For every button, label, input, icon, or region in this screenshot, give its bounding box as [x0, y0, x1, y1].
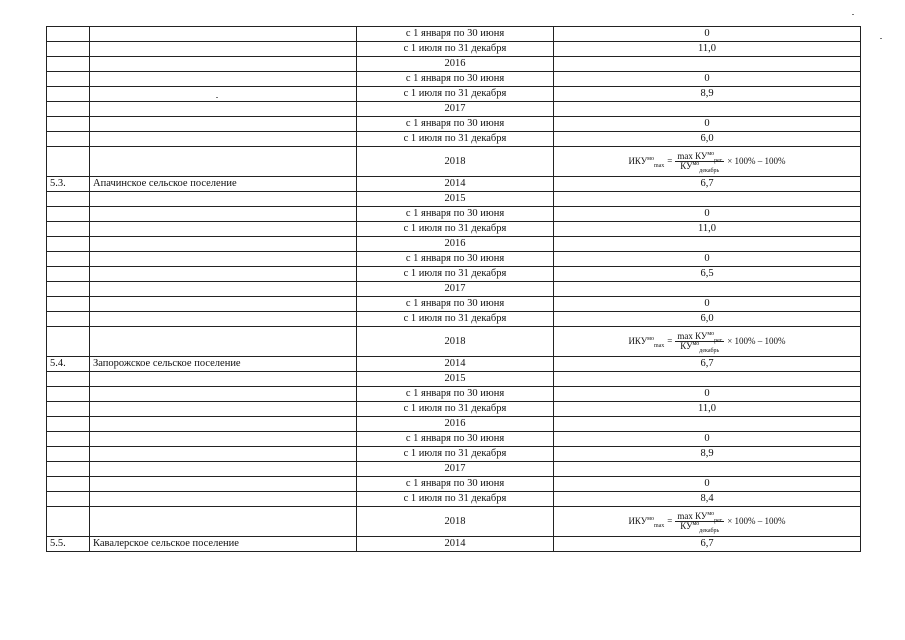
table-row: [47, 87, 861, 102]
formula-tail: × 100% – 100%: [727, 516, 786, 526]
table-row: [47, 42, 861, 57]
row-number-cell: [47, 147, 90, 177]
formula: $ИКУ^{мо}_{max}$ = $\frac{\max КУ^{мо}_{рег}}{КУ^{мо}_{декабрь}}$ × 100% – 100%: [628, 151, 786, 174]
settlement-name-cell: [90, 492, 357, 507]
table-row: [47, 402, 861, 417]
settlement-name-cell: [90, 57, 357, 72]
formula-fraction: $\frac{\max КУ^{мо}_{рег}}{КУ^{мо}_{декабрь}}$: [677, 331, 723, 354]
scan-speck: [880, 38, 882, 39]
settlement-name-cell: [90, 147, 357, 177]
formula: $ИКУ^{мо}_{max}$ = $\frac{\max КУ^{мо}_{рег}}{КУ^{мо}_{декабрь}}$ × 100% – 100%: [628, 331, 786, 354]
table-row: [47, 387, 861, 402]
row-number-cell: [47, 297, 90, 312]
value-cell: 8,9: [554, 447, 861, 462]
settlement-name-cell: [90, 192, 357, 207]
period-cell: с 1 июля по 31 декабря: [357, 267, 554, 282]
table-row: [47, 27, 861, 42]
period-cell: с 1 июля по 31 декабря: [357, 402, 554, 417]
value-cell: [554, 507, 861, 537]
value-cell: [554, 327, 861, 357]
table-row: [47, 507, 861, 537]
row-number-cell: [47, 87, 90, 102]
row-number-cell: [47, 207, 90, 222]
table-row: [47, 537, 861, 552]
tariff-table: [46, 26, 861, 552]
table-row: [47, 297, 861, 312]
period-cell: 2014: [357, 177, 554, 192]
period-cell: 2016: [357, 417, 554, 432]
table-row: [47, 372, 861, 387]
period-cell: 2016: [357, 57, 554, 72]
settlement-name-cell: [90, 267, 357, 282]
period-cell: с 1 июля по 31 декабря: [357, 42, 554, 57]
row-number-cell: [47, 387, 90, 402]
period-cell: 2015: [357, 192, 554, 207]
value-cell: 0: [554, 387, 861, 402]
value-cell: 0: [554, 27, 861, 42]
row-number-cell: [47, 72, 90, 87]
value-cell: 0: [554, 117, 861, 132]
formula-lhs: $ИКУ^{мо}_{max}$: [628, 336, 665, 349]
row-number-cell: [47, 432, 90, 447]
value-cell: 11,0: [554, 42, 861, 57]
value-cell: 0: [554, 207, 861, 222]
row-number-cell: [47, 492, 90, 507]
settlement-name-cell: [90, 402, 357, 417]
period-cell: с 1 января по 30 июня: [357, 27, 554, 42]
row-number-cell: [47, 237, 90, 252]
period-cell: 2014: [357, 537, 554, 552]
settlement-name-cell: [90, 462, 357, 477]
period-cell: 2017: [357, 102, 554, 117]
table-row: [47, 57, 861, 72]
settlement-name-cell: [90, 507, 357, 537]
value-cell: 6,7: [554, 177, 861, 192]
settlement-name-cell: [90, 417, 357, 432]
period-cell: с 1 июля по 31 декабря: [357, 492, 554, 507]
period-cell: с 1 января по 30 июня: [357, 117, 554, 132]
period-cell: 2018: [357, 327, 554, 357]
row-number-cell: [47, 372, 90, 387]
period-cell: с 1 июля по 31 декабря: [357, 87, 554, 102]
row-number-cell: 5.4.: [47, 357, 90, 372]
table-row: [47, 72, 861, 87]
settlement-name-cell: [90, 237, 357, 252]
period-cell: с 1 января по 30 июня: [357, 432, 554, 447]
settlement-name-cell: [90, 327, 357, 357]
formula-fraction: $\frac{\max КУ^{мо}_{рег}}{КУ^{мо}_{декабрь}}$: [677, 151, 723, 174]
table-row: [47, 492, 861, 507]
formula-lhs: $ИКУ^{мо}_{max}$: [628, 516, 665, 529]
row-number-cell: [47, 477, 90, 492]
table-row: [47, 432, 861, 447]
period-cell: с 1 июля по 31 декабря: [357, 132, 554, 147]
table-row: [47, 417, 861, 432]
table-row: [47, 252, 861, 267]
value-cell: [554, 192, 861, 207]
settlement-name-cell: [90, 87, 357, 102]
table-row: [47, 312, 861, 327]
settlement-name-cell: [90, 447, 357, 462]
table-row: [47, 357, 861, 372]
table-row: [47, 267, 861, 282]
table-row: [47, 327, 861, 357]
row-number-cell: [47, 57, 90, 72]
settlement-name-cell: [90, 477, 357, 492]
settlement-name-cell: [90, 372, 357, 387]
value-cell: 6,7: [554, 537, 861, 552]
formula-tail: × 100% – 100%: [727, 336, 786, 346]
period-cell: 2018: [357, 507, 554, 537]
period-cell: 2018: [357, 147, 554, 177]
period-cell: 2017: [357, 462, 554, 477]
value-cell: [554, 462, 861, 477]
table-row: [47, 117, 861, 132]
table-row: [47, 237, 861, 252]
row-number-cell: [47, 27, 90, 42]
row-number-cell: [47, 117, 90, 132]
row-number-cell: [47, 282, 90, 297]
settlement-name-cell: [90, 102, 357, 117]
row-number-cell: [47, 447, 90, 462]
value-cell: 0: [554, 297, 861, 312]
value-cell: 11,0: [554, 222, 861, 237]
scan-speck: [852, 14, 854, 15]
settlement-name-cell: [90, 27, 357, 42]
period-cell: с 1 июля по 31 декабря: [357, 447, 554, 462]
row-number-cell: [47, 507, 90, 537]
value-cell: 11,0: [554, 402, 861, 417]
row-number-cell: [47, 132, 90, 147]
period-cell: 2016: [357, 237, 554, 252]
row-number-cell: [47, 462, 90, 477]
row-number-cell: [47, 312, 90, 327]
table-row: [47, 222, 861, 237]
settlement-name-cell: [90, 222, 357, 237]
table-row: [47, 462, 861, 477]
row-number-cell: [47, 222, 90, 237]
formula-fraction: $\frac{\max КУ^{мо}_{рег}}{КУ^{мо}_{декабрь}}$: [677, 511, 723, 534]
table-row: [47, 447, 861, 462]
row-number-cell: 5.5.: [47, 537, 90, 552]
value-cell: [554, 372, 861, 387]
formula-lhs: $ИКУ^{мо}_{max}$: [628, 156, 665, 169]
value-cell: 8,4: [554, 492, 861, 507]
period-cell: с 1 июля по 31 декабря: [357, 312, 554, 327]
settlement-name-cell: [90, 387, 357, 402]
settlement-name-cell: [90, 132, 357, 147]
settlement-name-cell: Запорожское сельское поселение: [90, 357, 357, 372]
value-cell: 0: [554, 252, 861, 267]
period-cell: с 1 января по 30 июня: [357, 297, 554, 312]
value-cell: 6,0: [554, 312, 861, 327]
value-cell: 6,5: [554, 267, 861, 282]
table-row: [47, 177, 861, 192]
value-cell: 0: [554, 432, 861, 447]
row-number-cell: 5.3.: [47, 177, 90, 192]
settlement-name-cell: [90, 117, 357, 132]
row-number-cell: [47, 417, 90, 432]
value-cell: 8,9: [554, 87, 861, 102]
value-cell: [554, 282, 861, 297]
settlement-name-cell: [90, 72, 357, 87]
value-cell: 6,7: [554, 357, 861, 372]
row-number-cell: [47, 402, 90, 417]
settlement-name-cell: [90, 252, 357, 267]
period-cell: с 1 января по 30 июня: [357, 477, 554, 492]
settlement-name-cell: [90, 282, 357, 297]
value-cell: 0: [554, 477, 861, 492]
settlement-name-cell: [90, 312, 357, 327]
period-cell: с 1 января по 30 июня: [357, 207, 554, 222]
scan-speck: [216, 97, 218, 98]
row-number-cell: [47, 42, 90, 57]
table-row: [47, 207, 861, 222]
row-number-cell: [47, 267, 90, 282]
settlement-name-cell: Кавалерское сельское поселение: [90, 537, 357, 552]
period-cell: с 1 января по 30 июня: [357, 252, 554, 267]
value-cell: [554, 237, 861, 252]
value-cell: 6,0: [554, 132, 861, 147]
value-cell: [554, 57, 861, 72]
formula: $ИКУ^{мо}_{max}$ = $\frac{\max КУ^{мо}_{рег}}{КУ^{мо}_{декабрь}}$ × 100% – 100%: [628, 511, 786, 534]
formula-tail: × 100% – 100%: [727, 156, 786, 166]
value-cell: [554, 417, 861, 432]
row-number-cell: [47, 252, 90, 267]
table-body: [47, 27, 861, 552]
period-cell: с 1 января по 30 июня: [357, 387, 554, 402]
period-cell: 2014: [357, 357, 554, 372]
row-number-cell: [47, 102, 90, 117]
value-cell: 0: [554, 72, 861, 87]
table-row: [47, 477, 861, 492]
settlement-name-cell: Апачинское сельское поселение: [90, 177, 357, 192]
row-number-cell: [47, 327, 90, 357]
settlement-name-cell: [90, 42, 357, 57]
table-row: [47, 192, 861, 207]
settlement-name-cell: [90, 432, 357, 447]
table-row: [47, 282, 861, 297]
table-row: [47, 147, 861, 177]
settlement-name-cell: [90, 297, 357, 312]
period-cell: 2017: [357, 282, 554, 297]
table-row: [47, 102, 861, 117]
row-number-cell: [47, 192, 90, 207]
period-cell: 2015: [357, 372, 554, 387]
period-cell: с 1 июля по 31 декабря: [357, 222, 554, 237]
value-cell: [554, 147, 861, 177]
table-row: [47, 132, 861, 147]
settlement-name-cell: [90, 207, 357, 222]
period-cell: с 1 января по 30 июня: [357, 72, 554, 87]
value-cell: [554, 102, 861, 117]
